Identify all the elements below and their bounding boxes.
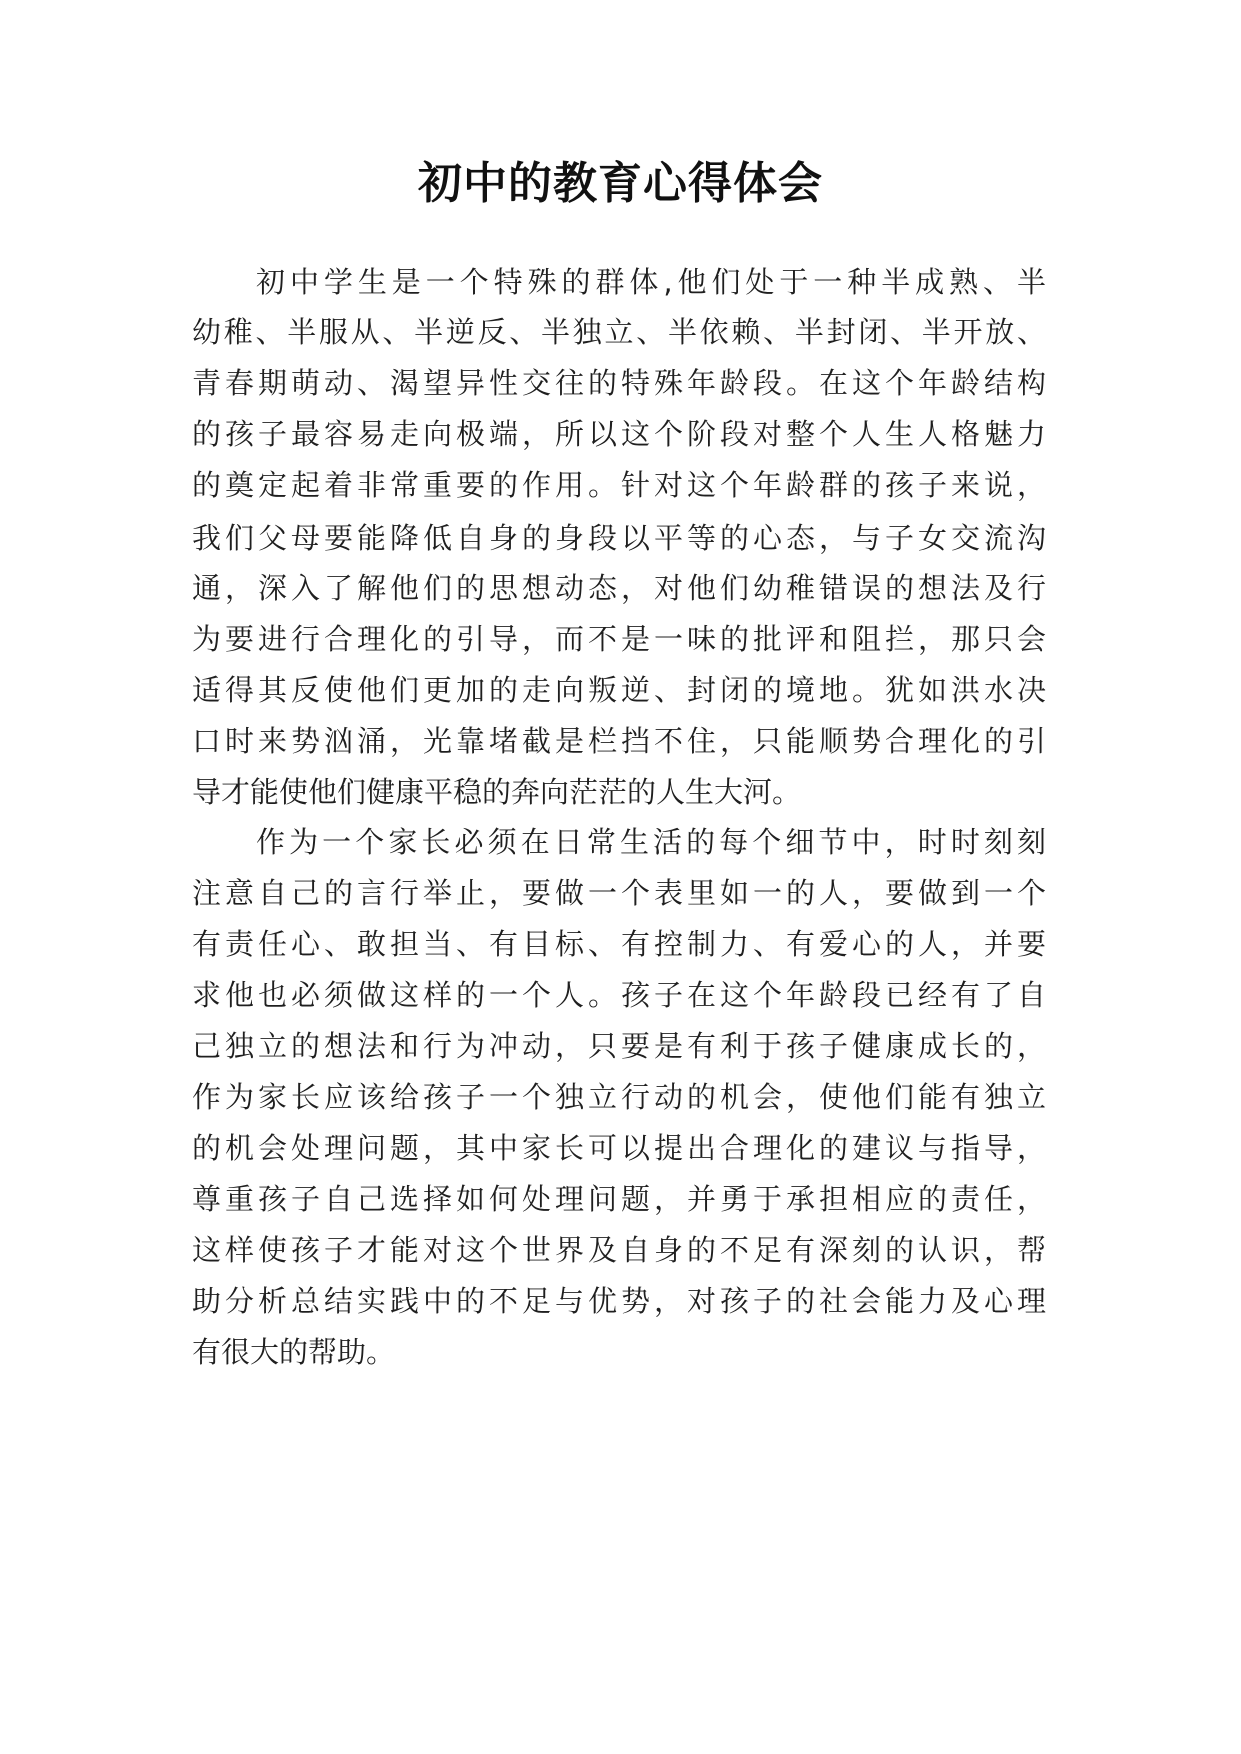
paragraph-line: 青春期萌动、渴望异性交往的特殊年龄段。在这个年龄结构 [192, 366, 1046, 400]
paragraph-line: 求他也必须做这样的一个人。孩子在这个年龄段已经有了自 [192, 978, 1046, 1012]
paragraph-line: 有责任心、敢担当、有目标、有控制力、有爱心的人，并要 [192, 927, 1046, 961]
paragraph-line: 适得其反使他们更加的走向叛逆、封闭的境地。犹如洪水决 [192, 673, 1046, 707]
paragraph-line: 的奠定起着非常重要的作用。针对这个年龄群的孩子来说， [192, 468, 1046, 502]
paragraph-line: 注意自己的言行举止，要做一个表里如一的人，要做到一个 [192, 876, 1046, 910]
paragraph-line: 导才能使他们健康平稳的奔向茫茫的人生大河。 [192, 775, 802, 809]
paragraph-line: 己独立的想法和行为冲动，只要是有利于孩子健康成长的， [192, 1029, 1046, 1063]
paragraph-line: 通，深入了解他们的思想动态，对他们幼稚错误的想法及行 [192, 571, 1046, 605]
paragraph-line: 为要进行合理化的引导，而不是一味的批评和阻拦，那只会 [192, 622, 1046, 656]
paragraph-line: 这样使孩子才能对这个世界及自身的不足有深刻的认识，帮 [192, 1233, 1046, 1267]
paragraph-line: 作为一个家长必须在日常生活的每个细节中，时时刻刻 [256, 825, 1046, 859]
paragraph-line: 口时来势汹涌，光靠堵截是栏挡不住，只能顺势合理化的引 [192, 724, 1046, 758]
paragraph-line: 尊重孩子自己选择如何处理问题，并勇于承担相应的责任， [192, 1182, 1046, 1216]
document-title: 初中的教育心得体会 [418, 158, 823, 209]
paragraph-line: 助分析总结实践中的不足与优势，对孩子的社会能力及心理 [192, 1284, 1046, 1318]
paragraph-line: 我们父母要能降低自身的身段以平等的心态，与子女交流沟 [192, 521, 1046, 555]
paragraph-line: 幼稚、半服从、半逆反、半独立、半依赖、半封闭、半开放、 [192, 315, 1046, 349]
paragraph-line: 的机会处理问题，其中家长可以提出合理化的建议与指导， [192, 1131, 1046, 1165]
paragraph-line: 的孩子最容易走向极端，所以这个阶段对整个人生人格魅力 [192, 417, 1046, 451]
paragraph-line: 作为家长应该给孩子一个独立行动的机会，使他们能有独立 [192, 1080, 1046, 1114]
paragraph-line: 有很大的帮助。 [192, 1335, 396, 1369]
paragraph-line: 初中学生是一个特殊的群体,他们处于一种半成熟、半 [256, 265, 1046, 299]
